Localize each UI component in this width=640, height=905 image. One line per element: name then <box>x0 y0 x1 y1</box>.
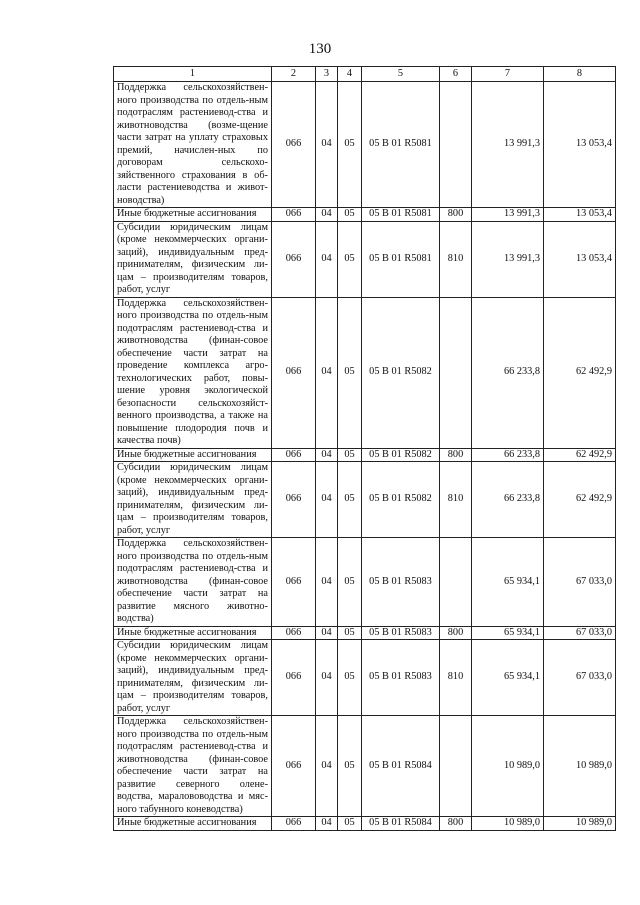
target-article-code: 05 В 01 R5082 <box>362 448 440 462</box>
target-article-code: 05 В 01 R5082 <box>362 462 440 538</box>
table-row <box>114 626 616 640</box>
target-article-code: 05 В 01 R5082 <box>362 297 440 448</box>
header-row <box>114 67 616 82</box>
header-cell: 7 <box>472 67 544 82</box>
expense-type-code: 810 <box>440 640 472 716</box>
header-cell: 3 <box>316 67 338 82</box>
amount-col7: 66 233,8 <box>472 448 544 462</box>
amount-col7: 13 991,3 <box>472 82 544 208</box>
target-article-code: 05 В 01 R5081 <box>362 221 440 297</box>
section-code: 04 <box>316 716 338 817</box>
section-code: 04 <box>316 640 338 716</box>
amount-col8: 62 492,9 <box>544 462 616 538</box>
section-code: 04 <box>316 221 338 297</box>
amount-col8: 67 033,0 <box>544 640 616 716</box>
expense-type-code <box>440 297 472 448</box>
ministry-code: 066 <box>272 448 316 462</box>
target-article-code: 05 В 01 R5083 <box>362 538 440 627</box>
header-cell: 6 <box>440 67 472 82</box>
row-description: Поддержка сельскохозяйствен-ного производства по отдель-ным подотраслям растениевод-ства и животноводства (финан-совое обеспечение части затрат на развитие мясного животно-водства) <box>114 538 272 627</box>
page-number: 130 <box>308 41 332 57</box>
row-description: Иные бюджетные ассигнования <box>114 817 272 831</box>
subsection-code: 05 <box>338 221 362 297</box>
amount-col7: 13 991,3 <box>472 221 544 297</box>
table-row <box>114 82 616 208</box>
subsection-code: 05 <box>338 448 362 462</box>
row-description: Поддержка сельскохозяйствен-ного производства по отдель-ным подотраслям растениевод-ства и животноводства (возме-щение части затрат на уплату страховых премий, начислен-ных по договорам сельскохо-зяйственного страхования в об-ласти растениеводства и живот-новодства) <box>114 82 272 208</box>
amount-col7: 66 233,8 <box>472 297 544 448</box>
amount-col8: 62 492,9 <box>544 448 616 462</box>
amount-col8: 13 053,4 <box>544 82 616 208</box>
header-cell: 5 <box>362 67 440 82</box>
subsection-code: 05 <box>338 538 362 627</box>
amount-col7: 65 934,1 <box>472 538 544 627</box>
target-article-code: 05 В 01 R5084 <box>362 716 440 817</box>
header-cell: 4 <box>338 67 362 82</box>
ministry-code: 066 <box>272 640 316 716</box>
row-description: Поддержка сельскохозяйствен-ного производства по отдель-ным подотраслям растениевод-ства и животноводства (финан-совое обеспечение части затрат на проведение комплекса агро-технологических работ, повы-шение уровня экологической безопасности сельскохозяйст-венного производства, а также на повышение плодородия почв и качества почв) <box>114 297 272 448</box>
expense-type-code: 800 <box>440 208 472 222</box>
amount-col8: 13 053,4 <box>544 208 616 222</box>
amount-col8: 13 053,4 <box>544 221 616 297</box>
amount-col7: 10 989,0 <box>472 817 544 831</box>
row-description: Иные бюджетные ассигнования <box>114 626 272 640</box>
target-article-code: 05 В 01 R5081 <box>362 208 440 222</box>
table-row <box>114 208 616 222</box>
row-description: Поддержка сельскохозяйствен-ного производства по отдель-ным подотраслям растениевод-ства и животноводства (финан-совое обеспечение части затрат на развитие северного олене-водства, маралововодства и мяс-ного табунного коневодства) <box>114 716 272 817</box>
subsection-code: 05 <box>338 626 362 640</box>
expense-type-code: 800 <box>440 817 472 831</box>
ministry-code: 066 <box>272 297 316 448</box>
amount-col7: 10 989,0 <box>472 716 544 817</box>
amount-col8: 62 492,9 <box>544 297 616 448</box>
ministry-code: 066 <box>272 817 316 831</box>
row-description: Иные бюджетные ассигнования <box>114 208 272 222</box>
ministry-code: 066 <box>272 462 316 538</box>
expense-type-code: 800 <box>440 626 472 640</box>
header-cell: 2 <box>272 67 316 82</box>
row-description: Субсидии юридическим лицам (кроме некоммерческих органи-заций), индивидуальным пред-принимателям, физическим ли-цам – производителям товаров, работ, услуг <box>114 221 272 297</box>
table-row <box>114 817 616 831</box>
ministry-code: 066 <box>272 626 316 640</box>
section-code: 04 <box>316 297 338 448</box>
table-row <box>114 448 616 462</box>
amount-col8: 67 033,0 <box>544 626 616 640</box>
ministry-code: 066 <box>272 208 316 222</box>
table-row <box>114 221 616 297</box>
section-code: 04 <box>316 448 338 462</box>
subsection-code: 05 <box>338 462 362 538</box>
section-code: 04 <box>316 208 338 222</box>
section-code: 04 <box>316 462 338 538</box>
amount-col7: 65 934,1 <box>472 626 544 640</box>
table-row <box>114 640 616 716</box>
header-cell: 1 <box>114 67 272 82</box>
amount-col8: 10 989,0 <box>544 817 616 831</box>
subsection-code: 05 <box>338 82 362 208</box>
row-description: Иные бюджетные ассигнования <box>114 448 272 462</box>
budget-table <box>113 66 616 831</box>
expense-type-code <box>440 82 472 208</box>
table-row <box>114 538 616 627</box>
ministry-code: 066 <box>272 82 316 208</box>
amount-col8: 67 033,0 <box>544 538 616 627</box>
section-code: 04 <box>316 817 338 831</box>
amount-col7: 66 233,8 <box>472 462 544 538</box>
expense-type-code: 810 <box>440 221 472 297</box>
amount-col7: 65 934,1 <box>472 640 544 716</box>
expense-type-code: 810 <box>440 462 472 538</box>
subsection-code: 05 <box>338 208 362 222</box>
amount-col8: 10 989,0 <box>544 716 616 817</box>
header-cell: 8 <box>544 67 616 82</box>
ministry-code: 066 <box>272 538 316 627</box>
target-article-code: 05 В 01 R5084 <box>362 817 440 831</box>
table-row <box>114 297 616 448</box>
expense-type-code <box>440 716 472 817</box>
target-article-code: 05 В 01 R5083 <box>362 640 440 716</box>
ministry-code: 066 <box>272 716 316 817</box>
target-article-code: 05 В 01 R5083 <box>362 626 440 640</box>
table-row <box>114 716 616 817</box>
section-code: 04 <box>316 82 338 208</box>
amount-col7: 13 991,3 <box>472 208 544 222</box>
section-code: 04 <box>316 538 338 627</box>
target-article-code: 05 В 01 R5081 <box>362 82 440 208</box>
row-description: Субсидии юридическим лицам (кроме некоммерческих органи-заций), индивидуальным пред-принимателям, физическим ли-цам – производителям товаров, работ, услуг <box>114 462 272 538</box>
subsection-code: 05 <box>338 297 362 448</box>
subsection-code: 05 <box>338 640 362 716</box>
table-row <box>114 462 616 538</box>
section-code: 04 <box>316 626 338 640</box>
subsection-code: 05 <box>338 817 362 831</box>
expense-type-code <box>440 538 472 627</box>
subsection-code: 05 <box>338 716 362 817</box>
expense-type-code: 800 <box>440 448 472 462</box>
ministry-code: 066 <box>272 221 316 297</box>
row-description: Субсидии юридическим лицам (кроме некоммерческих органи-заций), индивидуальным пред-принимателям, физическим ли-цам – производителям товаров, работ, услуг <box>114 640 272 716</box>
